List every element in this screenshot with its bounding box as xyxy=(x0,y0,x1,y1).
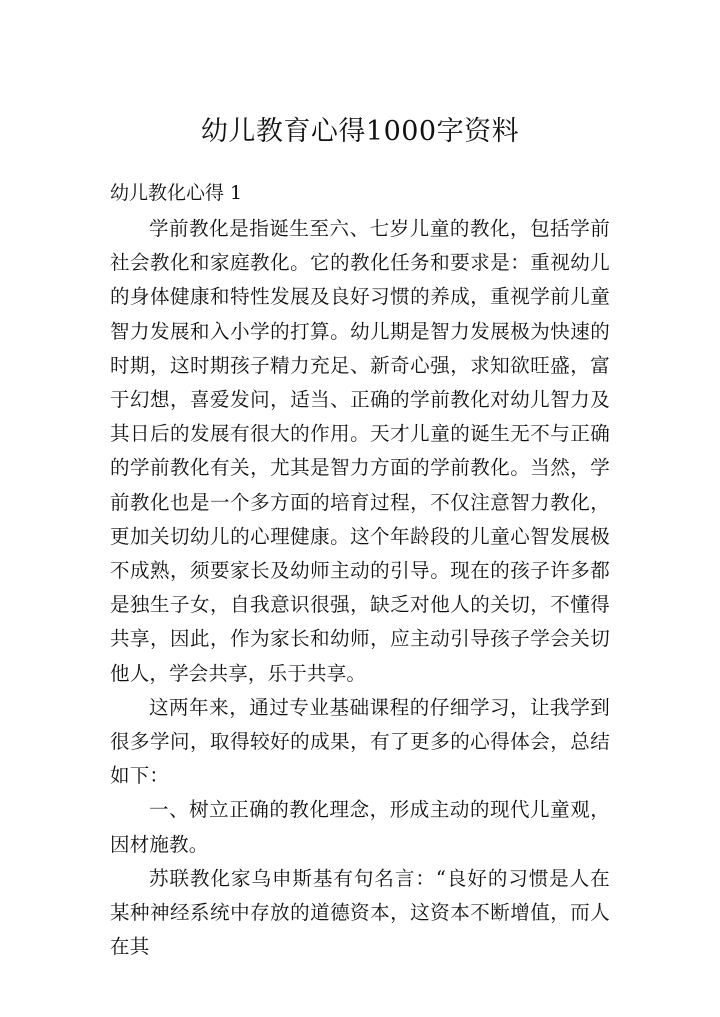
section-heading: 幼儿教化心得 1 xyxy=(110,182,243,204)
document-body xyxy=(110,212,610,964)
paragraph-3: 一、树立正确的教化理念，形成主动的现代儿童观，因材施教。 xyxy=(110,798,610,856)
paragraph-1: 学前教化是指诞生至六、七岁儿童的教化，包括学前社会教化和家庭教化。它的教化任务和要求是：重视幼儿的身体健康和特性发展及良好习惯的养成，重视学前儿童智力发展和入小学的打算。幼儿期是智力发展极为快速的时期，这时期孩子精力充足、新奇心强，求知欲旺盛，富于幻想，喜爱发问，适当、正确的学前教化对幼儿智力及其日后的发展有很大的作用。天才儿童的诞生无不与正确的学前教化有关，尤其是智力方面的学前教化。当然，学前教化也是一个多方面的培育过程，不仅注意智力教化，更加关切幼儿的心理健康。这个年龄段的儿童心智发展极不成熟，须要家长及幼师主动的引导。现在的孩子许多都是独生子女，自我意识很强，缺乏对他人的关切，不懂得共享，因此，作为家长和幼师，应主动引导孩子学会关切他人，学会共享，乐于共享。 xyxy=(110,217,610,685)
document-title: 幼儿教育心得1000字资料 xyxy=(200,116,520,147)
paragraph-2: 这两年来，通过专业基础课程的仔细学习，让我学到很多学问，取得较好的成果，有了更多的心得体会，总结如下： xyxy=(110,695,610,788)
paragraph-4: 苏联教化家乌申斯基有句名言：“良好的习惯是人在某种神经系统中存放的道德资本，这资本不断增值，而人在其 xyxy=(110,866,610,959)
